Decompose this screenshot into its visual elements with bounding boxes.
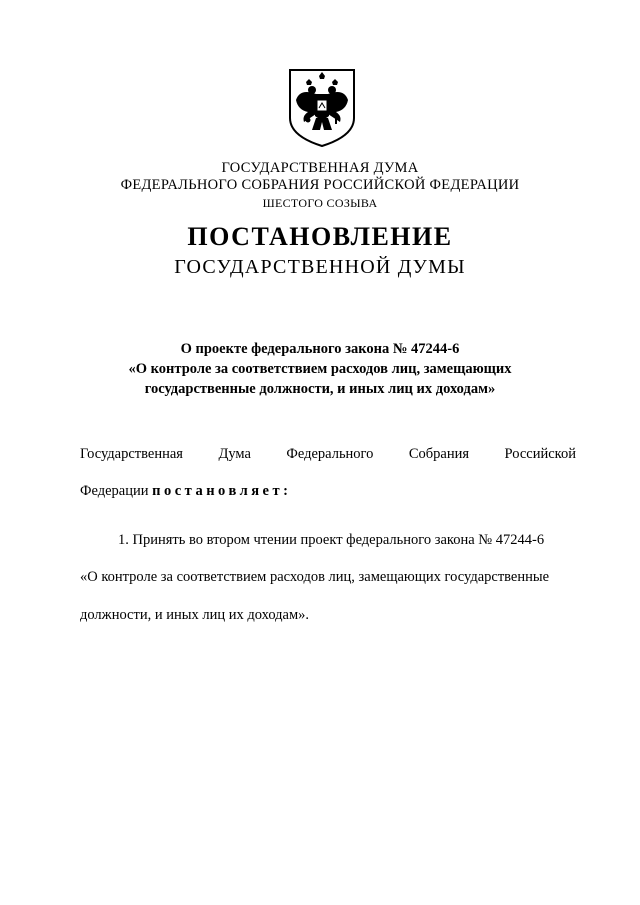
- intro-line-2: [80, 483, 291, 500]
- intro-word: Российской: [504, 446, 576, 462]
- coat-of-arms-icon: [286, 66, 358, 150]
- header-line-1: ГОСУДАРСТВЕННАЯ ДУМА: [221, 160, 419, 176]
- subject-line-1: О проекте федерального закона № 47244-6: [180, 341, 460, 357]
- decision-word: постановляет:: [152, 483, 292, 499]
- document-subtitle: ГОСУДАРСТВЕННОЙ ДУМЫ: [174, 256, 466, 278]
- subject-line-3: государственные должности, и иных лиц их доходам»: [144, 381, 496, 397]
- intro-word: Дума: [218, 446, 251, 462]
- intro-word: Государственная: [80, 446, 183, 462]
- document-title: ПОСТАНОВЛЕНИЕ: [187, 222, 453, 251]
- item-1-line-1: 1. Принять во втором чтении проект федерального закона № 47244-6: [118, 532, 545, 548]
- item-1-line-3: должности, и иных лиц их доходам».: [80, 607, 310, 623]
- item-1-line-2: «О контроле за соответствием расходов лиц, замещающих государственные: [80, 569, 550, 585]
- intro-line-2-text: Федерации: [80, 483, 149, 499]
- header-line-2: ФЕДЕРАЛЬНОГО СОБРАНИЯ РОССИЙСКОЙ ФЕДЕРАЦИИ: [120, 177, 520, 193]
- header-line-3: ШЕСТОГО СОЗЫВА: [262, 196, 378, 210]
- intro-word: Собрания: [408, 446, 470, 462]
- intro-word: Федерального: [286, 446, 374, 462]
- intro-line-1: [80, 446, 576, 463]
- subject-line-2: «О контроле за соответствием расходов лиц, замещающих: [128, 361, 512, 377]
